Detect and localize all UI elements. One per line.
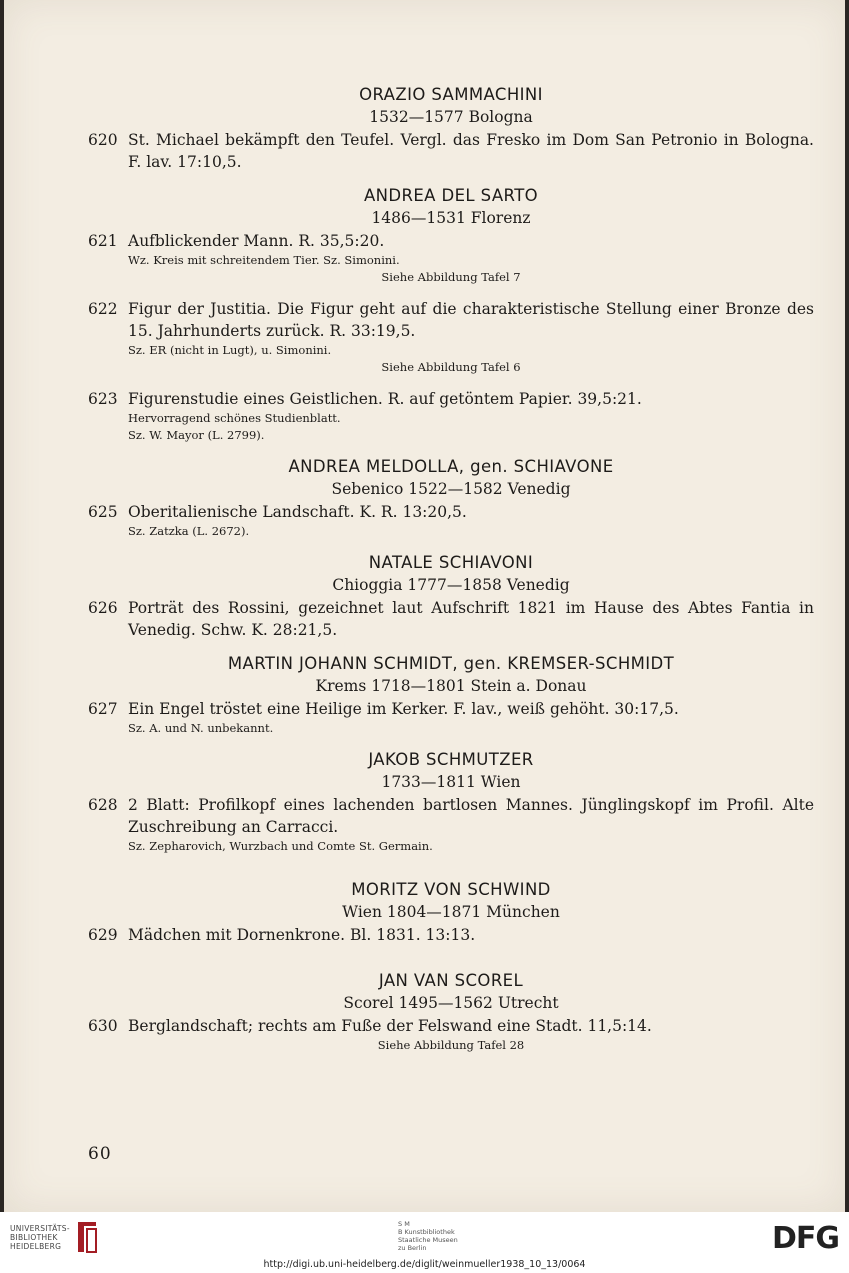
entry-body (128, 1015, 814, 1054)
entry-body (128, 794, 814, 855)
lot-number: 627 (88, 700, 118, 718)
section-spacer (88, 946, 814, 970)
catalog-entry (88, 388, 814, 444)
catalog-page (4, 0, 845, 1212)
artist-dates: 1733—1811 Wien (381, 773, 521, 791)
artist-section (88, 970, 814, 1054)
plate-reference: Siehe Abbildung Tafel 28 (377, 1038, 525, 1052)
entry-body (128, 129, 814, 173)
entry-description: Figurenstudie eines Geistlichen. R. auf getöntem Papier. 39,5:21. (128, 390, 642, 408)
lot-number: 620 (88, 131, 118, 149)
entry-body (128, 698, 814, 737)
entry-spacer (88, 376, 814, 388)
entry-description: Mädchen mit Dornenkrone. Bl. 1831. 13:13. (128, 926, 476, 944)
catalog-content (88, 84, 814, 1054)
section-spacer (88, 173, 814, 185)
entry-body (128, 501, 814, 540)
entry-note: Sz. Zepharovich, Wurzbach und Comte St. Germain. (128, 839, 433, 853)
heidelberg-emblem-icon (76, 1220, 98, 1254)
section-spacer (88, 641, 814, 653)
plate-reference: Siehe Abbildung Tafel 6 (381, 360, 521, 374)
lot-number: 621 (88, 232, 118, 250)
dfg-logo[interactable]: DFG (771, 1221, 839, 1256)
lot-number: 626 (88, 599, 118, 617)
entry-note: Wz. Kreis mit schreitendem Tier. Sz. Simonini. (128, 253, 400, 267)
catalog-entry (88, 129, 814, 173)
artist-name: ANDREA DEL SARTO (363, 186, 539, 205)
catalog-entry (88, 298, 814, 376)
section-spacer (88, 855, 814, 879)
entry-description: Ein Engel tröstet eine Heilige im Kerker. F. lav., weiß gehöht. 30:17,5. (128, 700, 679, 718)
artist-name: MORITZ VON SCHWIND (351, 880, 551, 899)
artist-section (88, 185, 814, 444)
artist-section (88, 552, 814, 641)
artist-dates: 1532—1577 Bologna (369, 108, 533, 126)
lot-number: 628 (88, 796, 118, 814)
entry-description: 2 Blatt: Profilkopf eines lachenden bartlosen Mannes. Jünglingskopf im Profil. Alte Zuschreibung an Carracci. (128, 796, 814, 836)
artist-section (88, 749, 814, 855)
page-number: 60 (88, 1144, 112, 1164)
artist-section (88, 879, 814, 946)
lot-number: 622 (88, 300, 118, 318)
section-spacer (88, 737, 814, 749)
entry-note: Sz. ER (nicht in Lugt), u. Simonini. (128, 343, 332, 357)
entry-description: St. Michael bekämpft den Teufel. Vergl. das Fresko im Dom San Petronio in Bologna. F. lav. 17:10,5. (128, 131, 814, 171)
artist-dates: Scorel 1495—1562 Utrecht (343, 994, 559, 1012)
entry-spacer (88, 286, 814, 298)
entry-body (128, 298, 814, 376)
catalog-entry (88, 597, 814, 641)
section-spacer (88, 444, 814, 456)
entry-description: Berglandschaft; rechts am Fuße der Felswand eine Stadt. 11,5:14. (128, 1017, 652, 1035)
catalog-entry (88, 230, 814, 286)
catalog-entry (88, 501, 814, 540)
entry-note: Sz. Zatzka (L. 2672). (128, 524, 250, 538)
lot-number: 623 (88, 390, 118, 408)
artist-dates: Krems 1718—1801 Stein a. Donau (315, 677, 587, 695)
artist-name: ORAZIO SAMMACHINI (359, 85, 543, 104)
catalog-entry (88, 924, 814, 946)
entry-body (128, 924, 814, 946)
lot-number: 630 (88, 1017, 118, 1035)
entry-note: Sz. W. Mayor (L. 2799). (128, 428, 265, 442)
smb-kunstbibliothek-logo[interactable]: S M B Kunstbibliothek Staatliche Museen zu Berlin (398, 1220, 458, 1252)
catalog-entry (88, 698, 814, 737)
entry-note: Sz. A. und N. unbekannt. (128, 721, 274, 735)
entry-note: Hervorragend schönes Studienblatt. (128, 411, 341, 425)
artist-section (88, 653, 814, 737)
artist-dates: Chioggia 1777—1858 Venedig (332, 576, 570, 594)
university-library-logo-text: UNIVERSITÄTS- BIBLIOTHEK HEIDELBERG (10, 1223, 70, 1251)
artist-dates: Sebenico 1522—1582 Venedig (331, 480, 571, 498)
entry-description: Oberitalienische Landschaft. K. R. 13:20,5. (128, 503, 467, 521)
university-library-logo[interactable] (10, 1220, 98, 1254)
entry-description: Aufblickender Mann. R. 35,5:20. (128, 232, 385, 250)
lot-number: 629 (88, 926, 118, 944)
lot-number: 625 (88, 503, 118, 521)
artist-name: JAKOB SCHMUTZER (368, 750, 534, 769)
artist-dates: 1486—1531 Florenz (371, 209, 531, 227)
permalink-url[interactable]: http://digi.ub.uni-heidelberg.de/diglit/weinmueller1938_10_13/0064 (263, 1259, 586, 1270)
artist-name: ANDREA MELDOLLA, gen. SCHIAVONE (288, 457, 614, 476)
catalog-entry (88, 794, 814, 855)
entry-description: Porträt des Rossini, gezeichnet laut Aufschrift 1821 im Hause des Abtes Fantia in Venedig. Schw. K. 28:21,5. (128, 599, 814, 639)
artist-name: NATALE SCHIAVONI (368, 553, 534, 572)
entry-description: Figur der Justitia. Die Figur geht auf die charakteristische Stellung einer Bronze des 15. Jahrhunderts zurück. R. 33:19,5. (128, 300, 814, 340)
artist-dates: Wien 1804—1871 München (342, 903, 560, 921)
catalog-entry (88, 1015, 814, 1054)
section-spacer (88, 540, 814, 552)
plate-reference: Siehe Abbildung Tafel 7 (381, 270, 521, 284)
artist-name: JAN VAN SCOREL (378, 971, 524, 990)
viewer-footer (0, 1212, 849, 1273)
entry-body (128, 230, 814, 286)
artist-section (88, 84, 814, 173)
artist-section (88, 456, 814, 540)
entry-body (128, 597, 814, 641)
entry-body (128, 388, 814, 444)
artist-name: MARTIN JOHANN SCHMIDT, gen. KREMSER-SCHMIDT (227, 654, 675, 673)
